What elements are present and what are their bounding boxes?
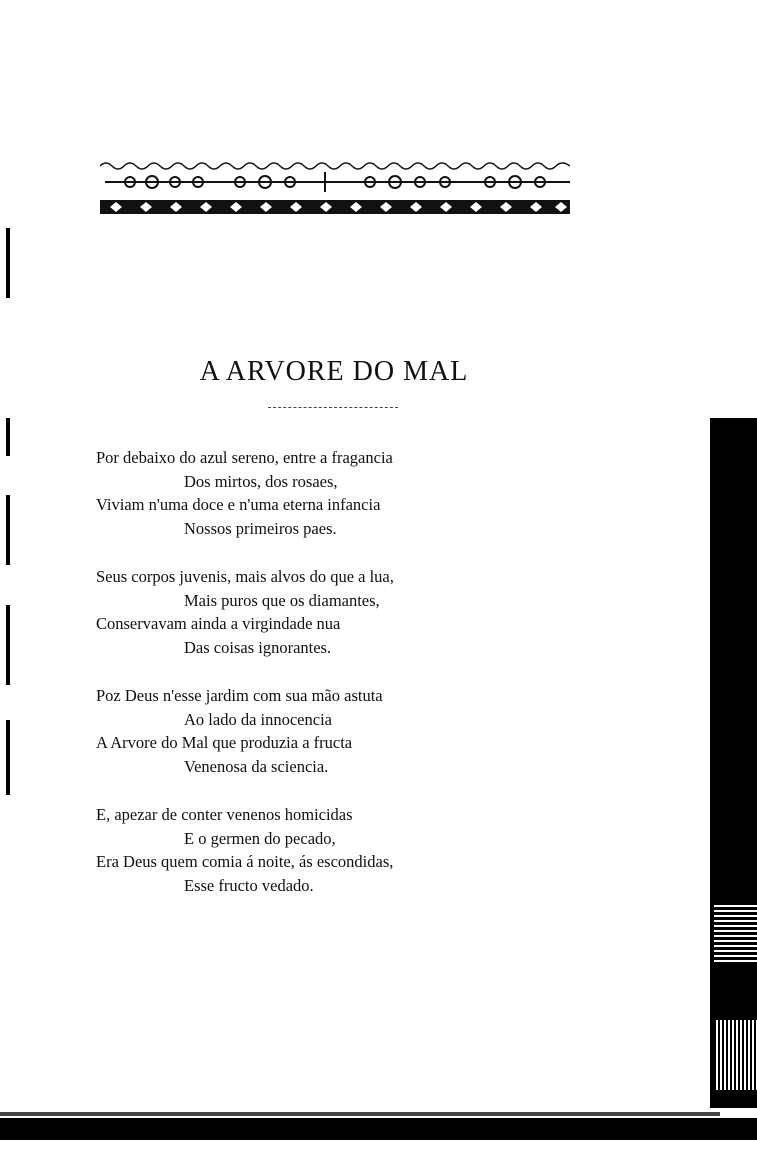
poem-line: Esse fructo vedado. — [184, 875, 314, 895]
poem-line: Das coisas ignorantes. — [184, 637, 332, 657]
scan-edge-texture — [714, 1020, 757, 1090]
poem-line: Por debaixo do azul sereno, entre a fragancia — [96, 448, 393, 467]
poem-line: Dos mirtos, dos rosaes, — [184, 471, 338, 491]
scan-edge-mark — [6, 228, 10, 298]
poem-line: Seus corpos juvenis, mais alvos do que a lua, — [96, 567, 394, 586]
title-divider — [268, 407, 398, 408]
scan-edge-shadow — [710, 418, 757, 1108]
poem-line: Poz Deus n'esse jardim com sua mão astuta — [96, 686, 383, 705]
poem-line: A Arvore do Mal que produzia a fructa — [96, 733, 353, 752]
stanza — [0, 446, 700, 540]
poem-title: A ARVORE DO MAL — [199, 356, 469, 387]
stanza — [0, 684, 700, 778]
poem-line: Mais puros que os diamantes, — [184, 590, 380, 610]
poem-line: Venenosa da sciencia. — [184, 756, 329, 776]
scan-edge-mark — [6, 418, 10, 456]
scan-edge-mark — [6, 720, 10, 795]
poem-line: Conservavam ainda a virgindade nua — [96, 614, 341, 633]
poem-body — [0, 446, 700, 922]
poem-line: Era Deus quem comia á noite, ás escondidas, — [96, 852, 394, 871]
poem-line: E o germen do pecado, — [184, 828, 336, 848]
stanza — [0, 803, 700, 897]
scan-edge-mark — [6, 605, 10, 685]
poem-line: Viviam n'uma doce e n'uma eterna infancia — [96, 495, 381, 514]
stanza — [0, 565, 700, 659]
scan-bottom-shadow — [0, 1118, 757, 1140]
scan-edge-mark — [6, 495, 10, 565]
poem-line: Nossos primeiros paes. — [184, 518, 337, 538]
scan-edge-line — [0, 1112, 720, 1116]
scan-edge-texture — [714, 905, 757, 965]
poem-line: E, apezar de conter venenos homicidas — [96, 805, 353, 824]
decorative-header-ornament — [100, 160, 570, 222]
poem-line: Ao lado da innocencia — [184, 709, 332, 729]
